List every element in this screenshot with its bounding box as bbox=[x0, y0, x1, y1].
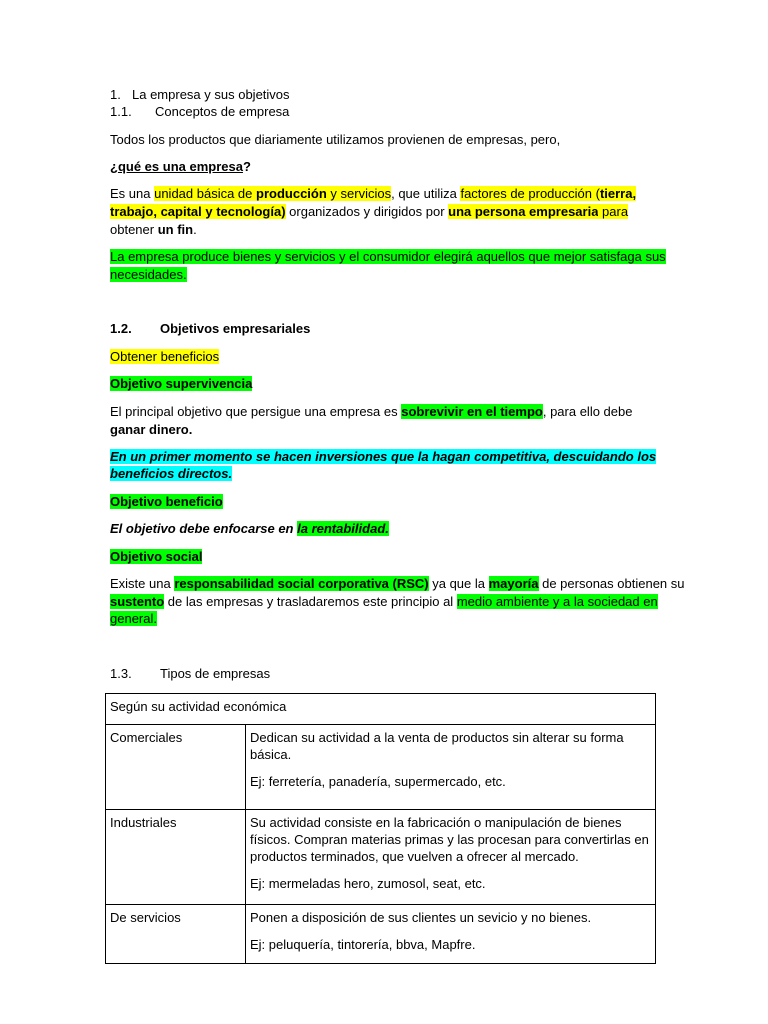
table-row bbox=[106, 905, 656, 964]
type-cell: Comerciales bbox=[106, 725, 246, 810]
description-cell: Ponen a disposición de sus clientes un sevicio y no bienes. Ej: peluquería, tintorería, bbva, Mapfre. bbox=[246, 905, 656, 964]
type-cell: Industriales bbox=[106, 810, 246, 905]
heading-text: Conceptos de empresa bbox=[155, 104, 290, 119]
table-row bbox=[106, 810, 656, 905]
obtener-beneficios: Obtener beneficios bbox=[110, 349, 220, 364]
intro-text: Todos los productos que diariamente utilizamos provienen de empresas, pero, bbox=[110, 132, 561, 147]
definition-line-1: Es una unidad básica de producción y servicios, que utiliza factores de producción (tierra, bbox=[110, 186, 637, 201]
green-para-line-2: necesidades. bbox=[110, 267, 187, 282]
social-line-1: Existe una responsabilidad social corporativa (RSC) ya que la mayoría de personas obtienen su bbox=[110, 576, 685, 591]
heading-1-3: 1.3. Tipos de empresas bbox=[110, 666, 271, 681]
social-line-2: sustento de las empresas y trasladaremos este principio al medio ambiente y a la sociedad en bbox=[110, 594, 658, 609]
green-para-line-1: La empresa produce bienes y servicios y el consumidor elegirá aquellos que mejor satisfaga sus bbox=[110, 249, 666, 264]
table-header-cell: Según su actividad económica bbox=[106, 694, 656, 725]
heading-1-2: 1.2. Objetivos empresariales bbox=[110, 321, 311, 336]
supervivencia-line-1: El principal objetivo que persigue una empresa es sobrevivir en el tiempo, para ello debe bbox=[110, 404, 633, 419]
definition-line-3: obtener un fin. bbox=[110, 222, 197, 237]
heading-number: 1. bbox=[110, 87, 121, 102]
objetivo-beneficio: Objetivo beneficio bbox=[110, 494, 223, 509]
table-header-row bbox=[106, 694, 656, 725]
description-cell: Dedican su actividad a la venta de productos sin alterar su forma básica. Ej: ferretería, panadería, supermercado, etc. bbox=[246, 725, 656, 810]
cyan-para-line-2: beneficios directos. bbox=[110, 466, 233, 481]
heading-text: La empresa y sus objetivos bbox=[132, 87, 290, 102]
question-text: ¿qué es una empresa? bbox=[110, 159, 251, 174]
supervivencia-line-2: ganar dinero. bbox=[110, 422, 193, 437]
objetivo-social: Objetivo social bbox=[110, 549, 203, 564]
heading-number: 1.1. bbox=[110, 104, 132, 119]
definition-line-2: trabajo, capital y tecnología) organizados y dirigidos por una persona empresaria para bbox=[110, 204, 629, 219]
type-cell: De servicios bbox=[106, 905, 246, 964]
social-line-3: general. bbox=[110, 611, 157, 626]
objetivo-supervivencia: Objetivo supervivencia bbox=[110, 376, 253, 391]
beneficio-text: El objetivo debe enfocarse en la rentabilidad. bbox=[110, 521, 389, 536]
description-cell: Su actividad consiste en la fabricación o manipulación de bienes físicos. Compran materias primas y las procesan para convertirlas en productos terminados, que vuelven a ofrecer al mercado. Ej: mermeladas hero, zumosol, seat, etc. bbox=[246, 810, 656, 905]
cyan-para-line-1: En un primer momento se hacen inversiones que la hagan competitiva, descuidando los bbox=[110, 449, 657, 464]
heading-1-1 bbox=[110, 103, 289, 120]
table-row bbox=[106, 725, 656, 810]
company-types-table bbox=[105, 693, 656, 964]
heading-1 bbox=[110, 86, 290, 103]
